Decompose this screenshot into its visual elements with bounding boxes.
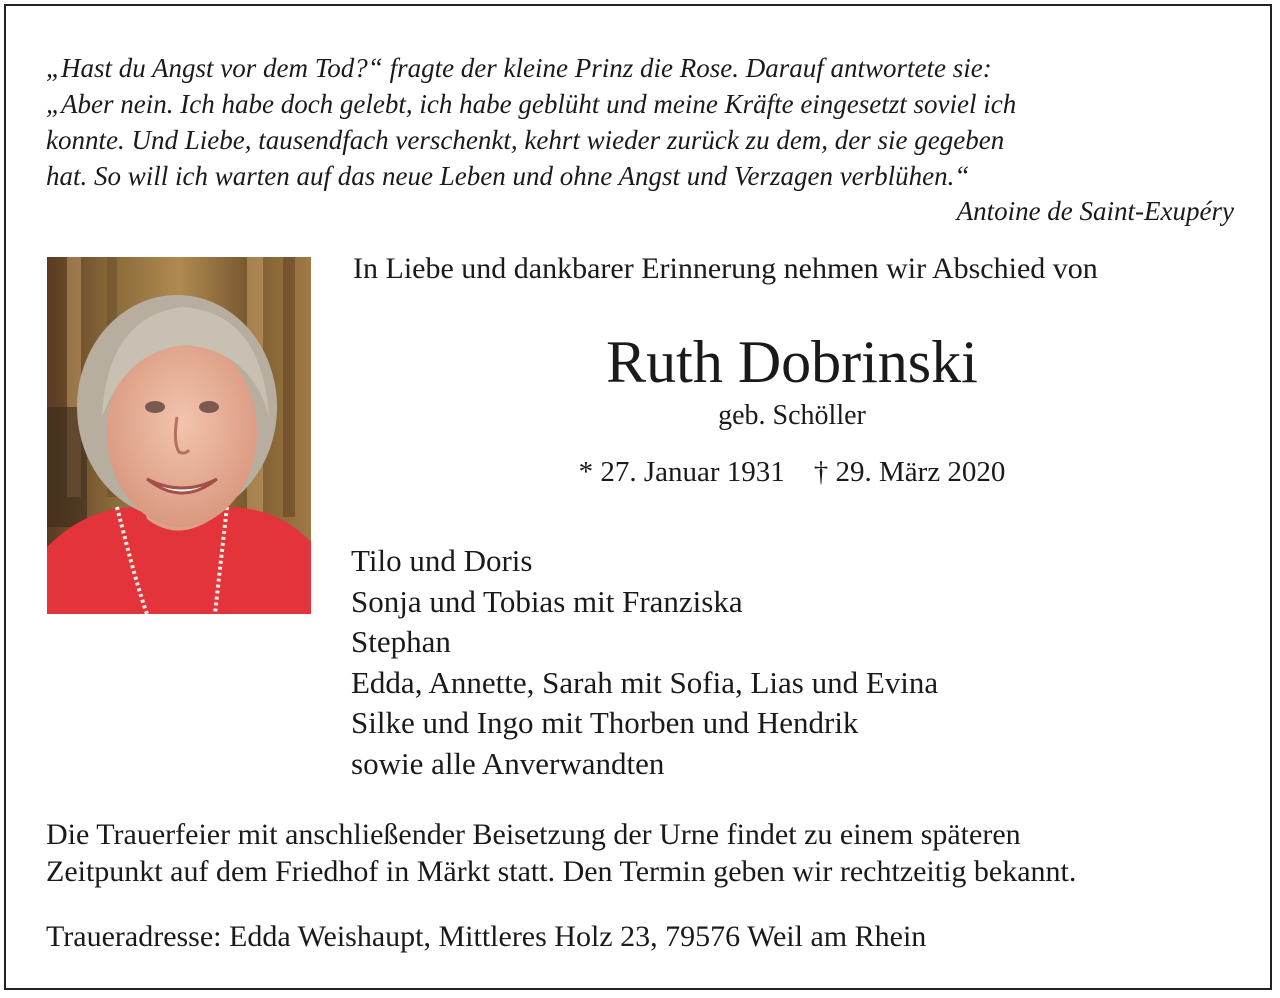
birth-date: * 27. Januar 1931 [578,456,785,488]
quote-line: „Hast du Angst vor dem Tod?“ fragte der kleine Prinz die Rose. Darauf antwortete sie: [46,53,992,83]
family-member: Sonja und Tobias mit Franziska [351,583,743,619]
quote-line: „Aber nein. Ich habe doch gelebt, ich habe geblüht und meine Kräfte eingesetzt soviel ich [46,89,1017,119]
quote-author: Antoine de Saint-Exupéry [956,196,1234,226]
family-member: Tilo und Doris [351,543,533,578]
born-name: geb. Schöller [718,400,866,431]
notice-line: Zeitpunkt auf dem Friedhof in Märkt statt. Den Termin geben wir rechtzeitig bekannt. [46,855,1077,888]
family-member: Silke und Ingo mit Thorben und Hendrik [351,705,859,740]
death-date: † 29. März 2020 [813,456,1006,488]
portrait-photo [47,257,311,614]
family-list [351,541,938,784]
funeral-notice [46,816,1076,890]
notice-line: Die Trauerfeier mit anschließender Beisetzung der Urne findet zu einem späteren [46,818,1021,851]
family-member: sowie alle Anverwandten [351,745,665,781]
quote [46,50,1236,194]
deceased-name: Ruth Dobrinski [606,329,978,395]
mourning-address: Traueradresse: Edda Weishaupt, Mittleres Holz 23, 79576 Weil am Rhein [46,920,927,953]
family-member: Stephan [351,624,451,659]
life-dates [320,456,1264,489]
intro-text: In Liebe und dankbarer Erinnerung nehmen wir Abschied von [353,252,1098,285]
quote-line: konnte. Und Liebe, tausendfach verschenkt, kehrt wieder zurück zu dem, der sie gegeben [46,125,1005,155]
quote-line: hat. So will ich warten auf das neue Leben und ohne Angst und Verzagen verblühen.“ [46,161,970,191]
family-member: Edda, Annette, Sarah mit Sofia, Lias und Evina [351,664,939,700]
